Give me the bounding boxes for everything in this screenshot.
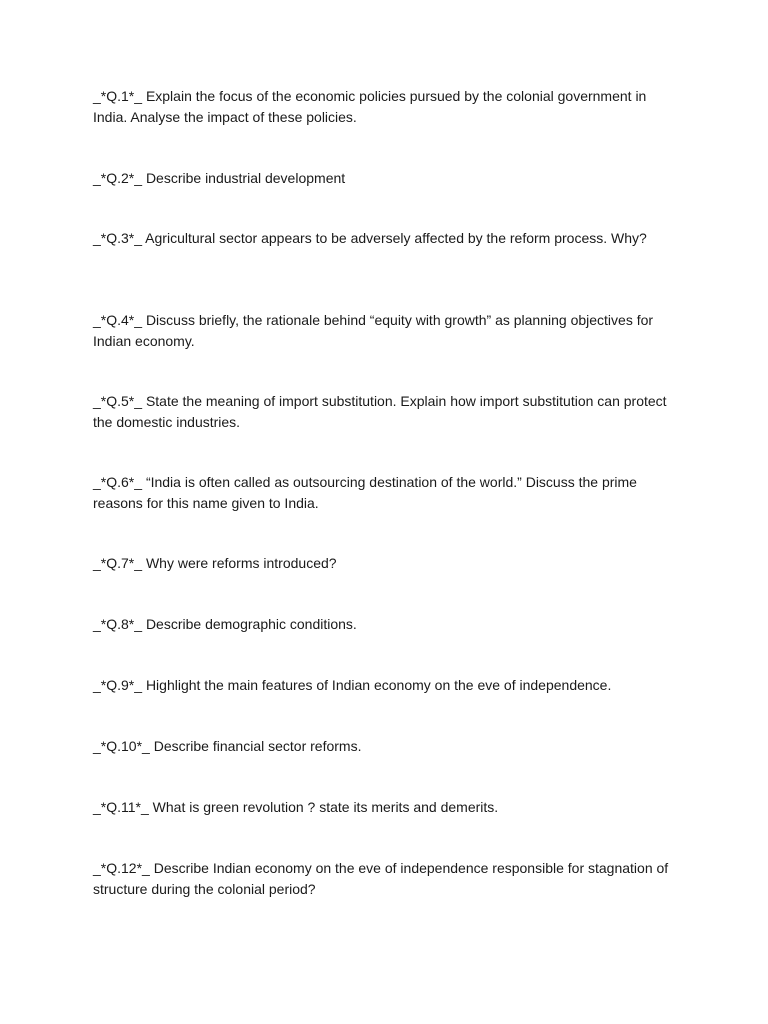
question-text: “India is often called as outsourcing destination of the world.” Discuss the prime reasons for this name given to India. <box>93 474 637 511</box>
question-2 <box>93 168 683 189</box>
question-1 <box>93 86 683 127</box>
question-10 <box>93 736 683 757</box>
question-label: _*Q.8*_ <box>93 616 143 632</box>
question-text: Explain the focus of the economic policies pursued by the colonial government in India. Analyse the impact of these policies. <box>93 88 647 125</box>
question-label: _*Q.1*_ <box>93 88 143 104</box>
question-3 <box>93 228 683 249</box>
question-label: _*Q.6*_ <box>93 474 143 490</box>
question-text: What is green revolution ? state its merits and demerits. <box>152 799 499 815</box>
question-label: _*Q.3*_ <box>93 230 143 246</box>
question-text: Agricultural sector appears to be adversely affected by the reform process. Why? <box>145 230 647 246</box>
question-label: _*Q.2*_ <box>93 170 143 186</box>
question-text: Describe financial sector reforms. <box>153 738 362 754</box>
question-label: _*Q.10*_ <box>93 738 150 754</box>
question-label: _*Q.9*_ <box>93 677 143 693</box>
question-label: _*Q.4*_ <box>93 312 143 328</box>
question-5 <box>93 391 683 432</box>
question-text: Why were reforms introduced? <box>145 555 337 571</box>
question-text: State the meaning of import substitution. Explain how import substitution can protect the domestic industries. <box>93 393 667 430</box>
question-label: _*Q.7*_ <box>93 555 143 571</box>
question-text: Describe demographic conditions. <box>145 616 357 632</box>
question-9 <box>93 675 683 696</box>
question-text: Highlight the main features of Indian economy on the eve of independence. <box>145 677 612 693</box>
question-text: Describe Indian economy on the eve of independence responsible for stagnation of structure during the colonial period? <box>93 860 669 897</box>
question-text: Discuss briefly, the rationale behind “equity with growth” as planning objectives for Indian economy. <box>93 312 654 349</box>
question-11 <box>93 797 683 818</box>
question-4 <box>93 310 683 351</box>
question-label: _*Q.12*_ <box>93 860 150 876</box>
question-12 <box>93 858 683 899</box>
question-label: _*Q.11*_ <box>93 799 149 815</box>
question-6 <box>93 472 683 513</box>
question-7 <box>93 553 683 574</box>
question-8 <box>93 614 683 635</box>
question-label: _*Q.5*_ <box>93 393 143 409</box>
question-text: Describe industrial development <box>145 170 346 186</box>
